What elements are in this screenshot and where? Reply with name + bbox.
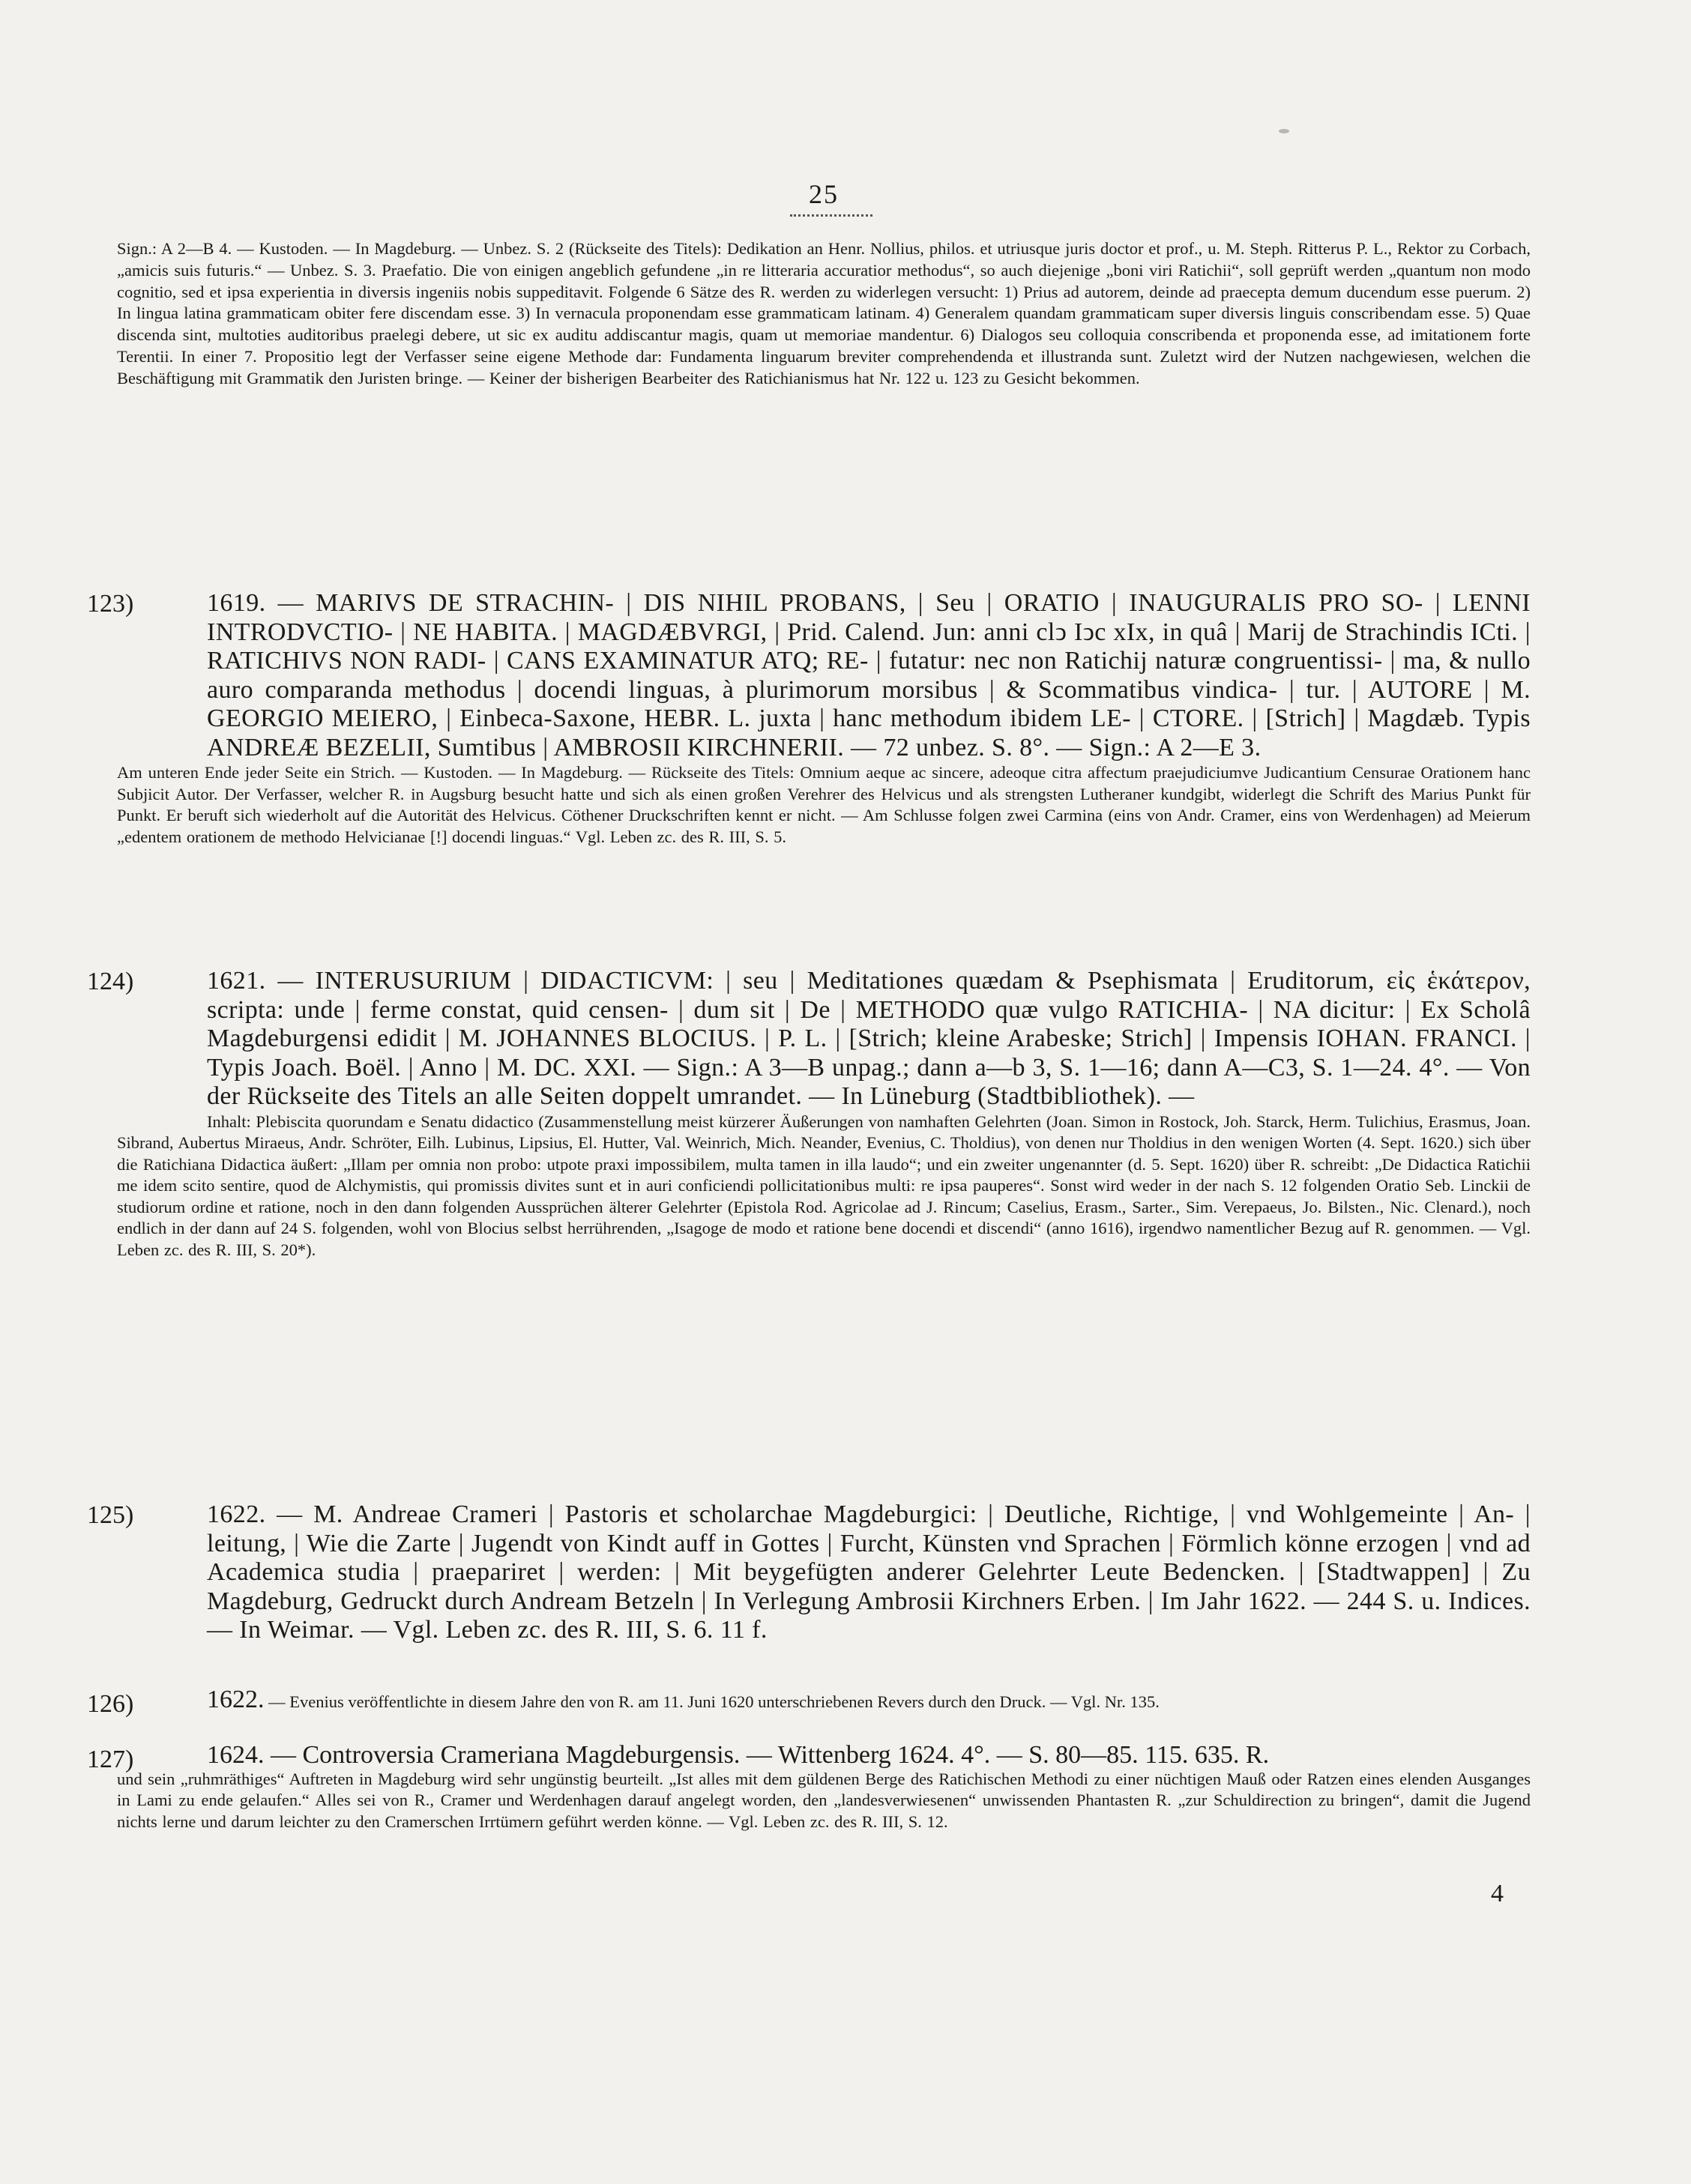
entry-number: 123): [87, 590, 134, 618]
entry-124: [87, 967, 1531, 1261]
entry-number: 126): [87, 1690, 134, 1718]
entry-note: Am unteren Ende jeder Seite ein Strich. — Kustoden. — In Magdeburg. — Rückseite des Titels: Omnium aeque ac sincere, adeoque citra affectum praejudiciumve Judicantium Censurae Orationem hanc Subjicit Autor. Der Verfasser, welcher R. in Augsburg besucht hatte und sich als einen großen Verehrer des Helvicus und als strengsten Lutheraner kundgibt, widerlegt die Schrift des Marius Punkt für Punkt. Er beruft sich wiederholt auf die Autorität des Helvicus. Cöthener Druckschriften kennt er nicht. — Am Schlusse folgen zwei Carmina (eins von Andr. Cramer, eins von Werdenhagen) ad Meierum „edentem orationem de methodo Helvicianae [!] docendi linguas.“ Vgl. Leben zc. des R. III, S. 5.: [117, 763, 1531, 846]
entry-127: [87, 1741, 1531, 1832]
book-page: [87, 0, 1531, 2184]
page-number: 25: [809, 179, 839, 209]
entry-title: 1622. — M. Andreae Crameri | Pastoris et scholarchae Magdeburgici: | Deutliche, Richtige, | vnd Wohlgemeinte | An- | leitung, | Wie die Zarte | Jugendt von Kindt auff in Gottes | Furcht, Künsten vnd Sprachen | Förmlich könne erzogen | vnd ad Academica studia | praepariret | werden: | Mit beygefügten anderer Gelehrter Leute Bedencken. | [Stadtwappen] | Zu Magdeburg, Gedruckt durch Andream Betzeln | In Verlegung Ambrosii Kirchners Erben. | Im Jahr 1622. — 244 S. u. Indices. — In Weimar. — Vgl. Leben zc. des R. III, S. 6. 11 f.: [207, 1500, 1531, 1644]
entry-note: und sein „ruhmräthiges“ Auftreten in Magdeburg wird sehr ungünstig beurteilt. „Ist alles mit dem güldenen Berge des Ratichischen Methodi zu einer nüchtigen Mauß oder Ratzen eines elenden Ausganges in Lami zu ende gelaufen.“ Alles sei von R., Cramer und Werdenhagen darauf angelegt worden, den „landesverwiesenen“ unwissenden Phantasten R. „zur Schuldirection zu bringen“, damit die Jugend nichts lerne und darum leichter zu den Cramerschen Irrtümern geführt werden könne. — Vgl. Leben zc. des R. III, S. 12.: [117, 1769, 1531, 1831]
entry-number: 127): [87, 1746, 134, 1773]
entry-126: [87, 1686, 1531, 1718]
entry-123: [87, 589, 1531, 848]
entry-title: 1619. — MARIVS DE STRACHIN- | DIS NIHIL PROBANS, | Seu | ORATIO | INAUGURALIS PRO SO- | LENNI INTRODVCTIO- | NE HABITA. | MAGDÆBVRGI, | Prid. Calend. Jun: anni clↄ Iↄc xIx, in quâ | Marij de Strachindis ICti. | RATICHIVS NON RADI- | CANS EXAMINATUR ATQ; RE- | futatur: nec non Ratichij naturæ congruentissi- | ma, & nullo auro comparanda methodus | docendi linguas, à plurimorum morsibus | & Scommatibus vindica- | tur. | AUTORE | M. GEORGIO MEIERO, | Einbeca-Saxone, HEBR. L. juxta | hanc methodum ibidem LE- | CTORE. | [Strich] | Magdæb. Typis ANDREÆ BEZELII, Sumtibus | AMBROSII KIRCHNERII. — 72 unbez. S. 8°. — Sign.: A 2—E 3.: [207, 589, 1531, 761]
entry-125: [87, 1500, 1531, 1645]
entry-note: — Evenius veröffentlichte in diesem Jahre den von R. am 11. Juni 1620 unterschriebenen Revers durch den Druck. — Vgl. Nr. 135.: [268, 1692, 1160, 1711]
entry-title: 1621. — INTERUSURIUM | DIDACTICVM: | seu | Meditationes quædam & Psephismata | Eruditorum, εἰς ἑκάτερον, scripta: unde | ferme constat, quid censen- | dum sit | De | METHODO quæ vulgo RATICHIA- | NA dicitur: | Ex Scholâ Magdeburgensi edidit | M. JOHANNES BLOCIUS. | P. L. | [Strich; kleine Arabeske; Strich] | Impensis IOHAN. FRANCI. | Typis Joach. Boël. | Anno | M. DC. XXI. — Sign.: A 3—B unpag.; dann a—b 3, S. 1—16; dann A—C3, S. 1—24. 4°. — Von der Rückseite des Titels an alle Seiten doppelt umrandet. — In Lüneburg (Stadtbibliothek). —: [207, 967, 1531, 1110]
signature-mark: 4: [1491, 1880, 1504, 1907]
entry-number: 124): [87, 968, 134, 995]
entry-title: 1622.: [207, 1686, 265, 1713]
entry-note: Inhalt: Plebiscita quorundam e Senatu didactico (Zusammenstellung meist kürzerer Äußerungen von namhaften Gelehrten (Joan. Simon in Rostock, Joh. Starck, Herm. Tulichius, Erasmus, Joan. Sibrand, Aubertus Miraeus, Andr. Schröter, Eilh. Lubinus, Lipsius, El. Hutter, Val. Weinrich, Mich. Neander, Evenius, C. Tholdius), von denen nur Tholdius in den wenigen Worten (4. Sept. 1620.) sich über die Ratichiana Didactica äußert: „Illam per omnia non probo: utpote praxi impossibilem, multa tamen in illa laudo“; und ein zweiter ungenannter (d. 5. Sept. 1620) über R. schreibt: „De Didactica Ratichii me idem scito sentire, quod de Alchymistis, qui promissis divites sunt et in auri conficiendi pollicitationibus multi: re ipsa pauperes“. Sonst wird weder in der nach S. 12 folgenden Oratio Seb. Linckii de studiorum ordine et ratione, noch in den dann folgenden Aussprüchen älterer Gelehrter (Epistola Rod. Agricolae ad J. Rincum; Caselius, Erasm., Sarter., Sim. Verepaeus, Jo. Bilsten., Nic. Clenard.), noch endlich in der dann auf 24 S. folgenden, wohl von Blocius selbst herrührenden, „Isagoge de modo et ratione bene docendi et discendi“ (anno 1616), irgendwo namentlicher Bezug auf R. genommen. — Vgl. Leben zc. des R. III, S. 20*).: [117, 1111, 1531, 1260]
entry-number: 125): [87, 1501, 134, 1529]
entry-122-continuation: Sign.: A 2—B 4. — Kustoden. — In Magdeburg. — Unbez. S. 2 (Rückseite des Titels): Dedikation an Henr. Nollius, philos. et utriusque juris doctor et prof., u. M. Steph. Ritterus P. L., Rektor zu Corbach, „amicis suis futuris.“ — Unbez. S. 3. Praefatio. Die von einigen angeblich gefundene „in re litteraria accuratior methodus“, so auch diejenige „boni viri Ratichii“, soll geprüft werden „quantum non modo cognitio, sed et ipsa experientia in diversis ingeniis nobis suppeditavit. Folgende 6 Sätze des R. werden zu widerlegen versucht: 1) Prius ad autorem, deinde ad praecepta demum ducendum esse puerum. 2) In lingua latina grammaticam obiter fere discendam esse. 3) In vernacula proponendam esse grammaticam latinam. 4) Generalem quandam grammaticam super diversis linguis conscribendam esse. 5) Quae discenda sint, multoties auditoribus praelegi debere, ut sic ex auditu addiscantur magis, quam ut memoriae mandentur. 6) Dialogos seu colloquia conscribenda et proponenda esse, ad imitationem forte Terentii. In einer 7. Propositio legt der Verfasser seine eigene Methode dar: Fundamenta linguarum breviter comprehendenda et illustranda sunt. Zuletzt wird der Nutzen nachgewiesen, welchen die Beschäftigung mit Grammatik den Juristen bringe. — Keiner der bisherigen Bearbeiter des Ratichianismus hat Nr. 122 u. 123 zu Gesicht bekommen.: [117, 239, 1531, 387]
page-number-ornament: [790, 214, 872, 217]
entry-title: 1624. — Controversia Crameriana Magdeburgensis. — Wittenberg 1624. 4°. — S. 80—85. 115. 635. R.: [207, 1741, 1270, 1769]
